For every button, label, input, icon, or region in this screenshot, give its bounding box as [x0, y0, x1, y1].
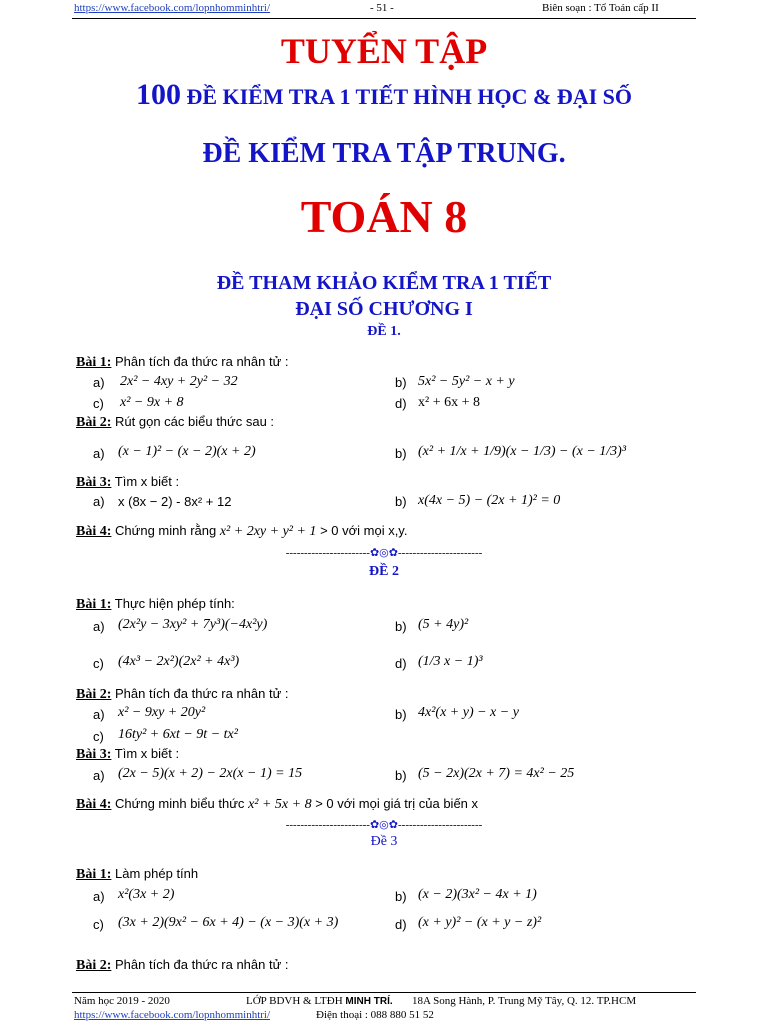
header-author: Biên soạn : Tổ Toán cấp II: [542, 2, 659, 14]
de1-b2-a-label: a): [93, 446, 105, 461]
de1-bai3-text: Tìm x biết :: [114, 474, 180, 489]
separator-2: [0, 818, 768, 831]
de2-b1-c-label: c): [93, 656, 104, 671]
title-subtitle-text: ĐỀ KIỂM TRA 1 TIẾT HÌNH HỌC & ĐẠI SỐ: [186, 84, 633, 109]
de1-b1-b-label: b): [395, 375, 407, 390]
de2-b2-b-label: b): [395, 707, 407, 722]
de3-title: Đề 3: [370, 834, 398, 849]
de1-b1-d-label: d): [395, 396, 407, 411]
de2-b2-a-expr: x² − 9xy + 20y²: [118, 705, 206, 720]
de1-bai1-text: Phân tích đa thức ra nhân tử :: [115, 354, 289, 369]
header-link[interactable]: https://www.facebook.com/lopnhomminhtri/: [74, 2, 271, 14]
de3-bai1-label: Bài 1:: [76, 867, 112, 882]
de3-b1-c-label: c): [93, 917, 104, 932]
title-subtitle: [0, 78, 768, 112]
de2-b2-a-label: a): [93, 707, 105, 722]
de2-b2-c-label: c): [93, 729, 104, 744]
de3-b1-b-expr: (x − 2)(3x² − 4x + 1): [418, 887, 537, 902]
de1-bai4-post: > 0 với mọi x,y.: [320, 523, 408, 538]
title-subject: TOÁN 8: [300, 191, 468, 242]
de2-b1-b-expr: (5 + 4y)²: [418, 617, 469, 632]
de3-b1-d-expr: (x + y)² − (x + y − z)²: [418, 915, 542, 930]
de2-bai3-text: Tìm x biết :: [114, 746, 180, 761]
de3-bai1: [76, 866, 198, 883]
title-exam-type: ĐỀ KIỂM TRA TẬP TRUNG.: [202, 138, 566, 169]
de3-b1-a-expr: x²(3x + 2): [118, 887, 175, 902]
de1-b1-c-label: c): [93, 396, 104, 411]
de2-b3-a-expr: (2x − 5)(x + 2) − 2x(x − 1) = 15: [118, 766, 303, 781]
de1-b1-b-expr: 5x² − 5y² − x + y: [418, 374, 515, 389]
footer-class-text: LỚP BDVH & LTĐH: [246, 995, 343, 1007]
de1-bai2-text: Rút gọn các biểu thức sau :: [115, 414, 275, 429]
de2-b1-d-expr: (1/3 x − 1)³: [418, 654, 483, 669]
de2-b3-a-label: a): [93, 768, 105, 783]
de1-b3-b-label: b): [395, 494, 407, 509]
separator-2-dash-left: -----------------------: [285, 819, 370, 831]
de2-bai4-label: Bài 4:: [76, 797, 112, 812]
de2-bai1-text: Thực hiện phép tính:: [114, 596, 235, 611]
de2-b1-c-expr: (4x³ − 2x²)(2x² + 4x³): [118, 654, 240, 669]
de1-b2-b-label: b): [395, 446, 407, 461]
de1-bai3: [76, 474, 179, 491]
footer-rule: [72, 992, 696, 993]
de2-bai3-label: Bài 3:: [76, 747, 112, 762]
de3-b1-a-label: a): [93, 889, 105, 904]
flower-icon: ✿◎✿: [369, 819, 399, 831]
footer-link[interactable]: https://www.facebook.com/lopnhomminhtri/: [74, 1009, 271, 1021]
de3-bai2-text: Phân tích đa thức ra nhân tử :: [115, 957, 289, 972]
title-chapter: ĐẠI SỐ CHƯƠNG I: [295, 298, 473, 320]
de2-b1-b-label: b): [395, 619, 407, 634]
title-subtitle-number: 100: [135, 78, 181, 111]
de1-b3-a-expr: x (8x − 2) - 8x² + 12: [118, 494, 232, 509]
footer-brand: MINH TRÍ.: [345, 996, 393, 1007]
de3-b1-c-expr: (3x + 2)(9x² − 6x + 4) − (x − 3)(x + 3): [118, 915, 339, 930]
separator-1-dash-left: -----------------------: [285, 547, 370, 559]
de1-bai4-pre: Chứng minh rằng: [115, 523, 217, 538]
de3-bai1-text: Làm phép tính: [115, 866, 199, 881]
de2-b3-b-expr: (5 − 2x)(2x + 7) = 4x² − 25: [418, 766, 575, 781]
flower-icon: ✿◎✿: [369, 547, 399, 559]
de2-b3-b-label: b): [395, 768, 407, 783]
de2-bai4-expr: x² + 5x + 8: [248, 797, 312, 812]
de3-bai2-label: Bài 2:: [76, 958, 112, 973]
de2-bai4: [76, 796, 478, 813]
de1-bai1-label: Bài 1:: [76, 355, 112, 370]
de2-bai2-label: Bài 2:: [76, 687, 112, 702]
footer-address: 18A Song Hành, P. Trung Mỹ Tây, Q. 12. TP.HCM: [412, 995, 637, 1007]
de2-bai4-pre: Chứng minh biểu thức: [115, 796, 245, 811]
footer-year: Năm học 2019 - 2020: [74, 995, 170, 1007]
de1-bai4-label: Bài 4:: [76, 524, 112, 539]
de2-bai2-text: Phân tích đa thức ra nhân tử :: [115, 686, 289, 701]
title-reference: ĐỀ THAM KHẢO KIỂM TRA 1 TIẾT: [216, 272, 552, 294]
de3-b1-d-label: d): [395, 917, 407, 932]
de2-title: ĐỀ 2: [369, 564, 399, 579]
de1-b1-a-expr: 2x² − 4xy + 2y² − 32: [120, 374, 238, 389]
de1-b1-d-expr: x² + 6x + 8: [418, 395, 480, 410]
de2-b1-d-label: d): [395, 656, 407, 671]
de1-b3-a-label: a): [93, 494, 105, 509]
de1-bai2: [76, 414, 274, 431]
separator-1-dash-right: -----------------------: [398, 547, 483, 559]
de3-bai2: [76, 957, 289, 974]
de1-bai4-expr: x² + 2xy + y² + 1: [219, 524, 317, 539]
de1-b2-a-expr: (x − 1)² − (x − 2)(x + 2): [118, 444, 256, 459]
de2-b1-a-label: a): [93, 619, 105, 634]
footer-phone: Điện thoại : 088 880 51 52: [316, 1009, 434, 1021]
separator-2-dash-right: -----------------------: [398, 819, 483, 831]
de2-b1-a-expr: (2x²y − 3xy² + 7y³)(−4x²y): [118, 617, 268, 632]
de1-bai2-label: Bài 2:: [76, 415, 112, 430]
footer-class: [246, 995, 393, 1007]
de2-b2-b-expr: 4x²(x + y) − x − y: [418, 705, 519, 720]
de1-bai1: [76, 354, 289, 371]
de2-bai1-label: Bài 1:: [76, 597, 112, 612]
de1-bai3-label: Bài 3:: [76, 475, 112, 490]
de1-b1-a-label: a): [93, 375, 105, 390]
de1-b2-b-expr: (x² + 1/x + 1/9)(x − 1/3) − (x − 1/3)³: [418, 444, 627, 459]
de3-b1-b-label: b): [395, 889, 407, 904]
de1-b1-c-expr: x² − 9x + 8: [120, 395, 184, 410]
de1-b3-b-expr: x(4x − 5) − (2x + 1)² = 0: [418, 493, 561, 508]
header-rule: [72, 18, 696, 19]
de2-b2-c-expr: 16ty² + 6xt − 9t − tx²: [118, 727, 238, 742]
de2-bai2: [76, 686, 289, 703]
de1-bai4: [76, 523, 407, 540]
de2-bai4-post: > 0 với mọi giá trị của biến x: [315, 796, 479, 811]
de1-title: ĐỀ 1.: [367, 324, 401, 339]
de2-bai3: [76, 746, 179, 763]
separator-1: [0, 546, 768, 559]
de2-bai1: [76, 596, 235, 613]
title-collection: TUYỂN TẬP: [280, 31, 488, 71]
page-number: - 51 -: [370, 2, 394, 14]
